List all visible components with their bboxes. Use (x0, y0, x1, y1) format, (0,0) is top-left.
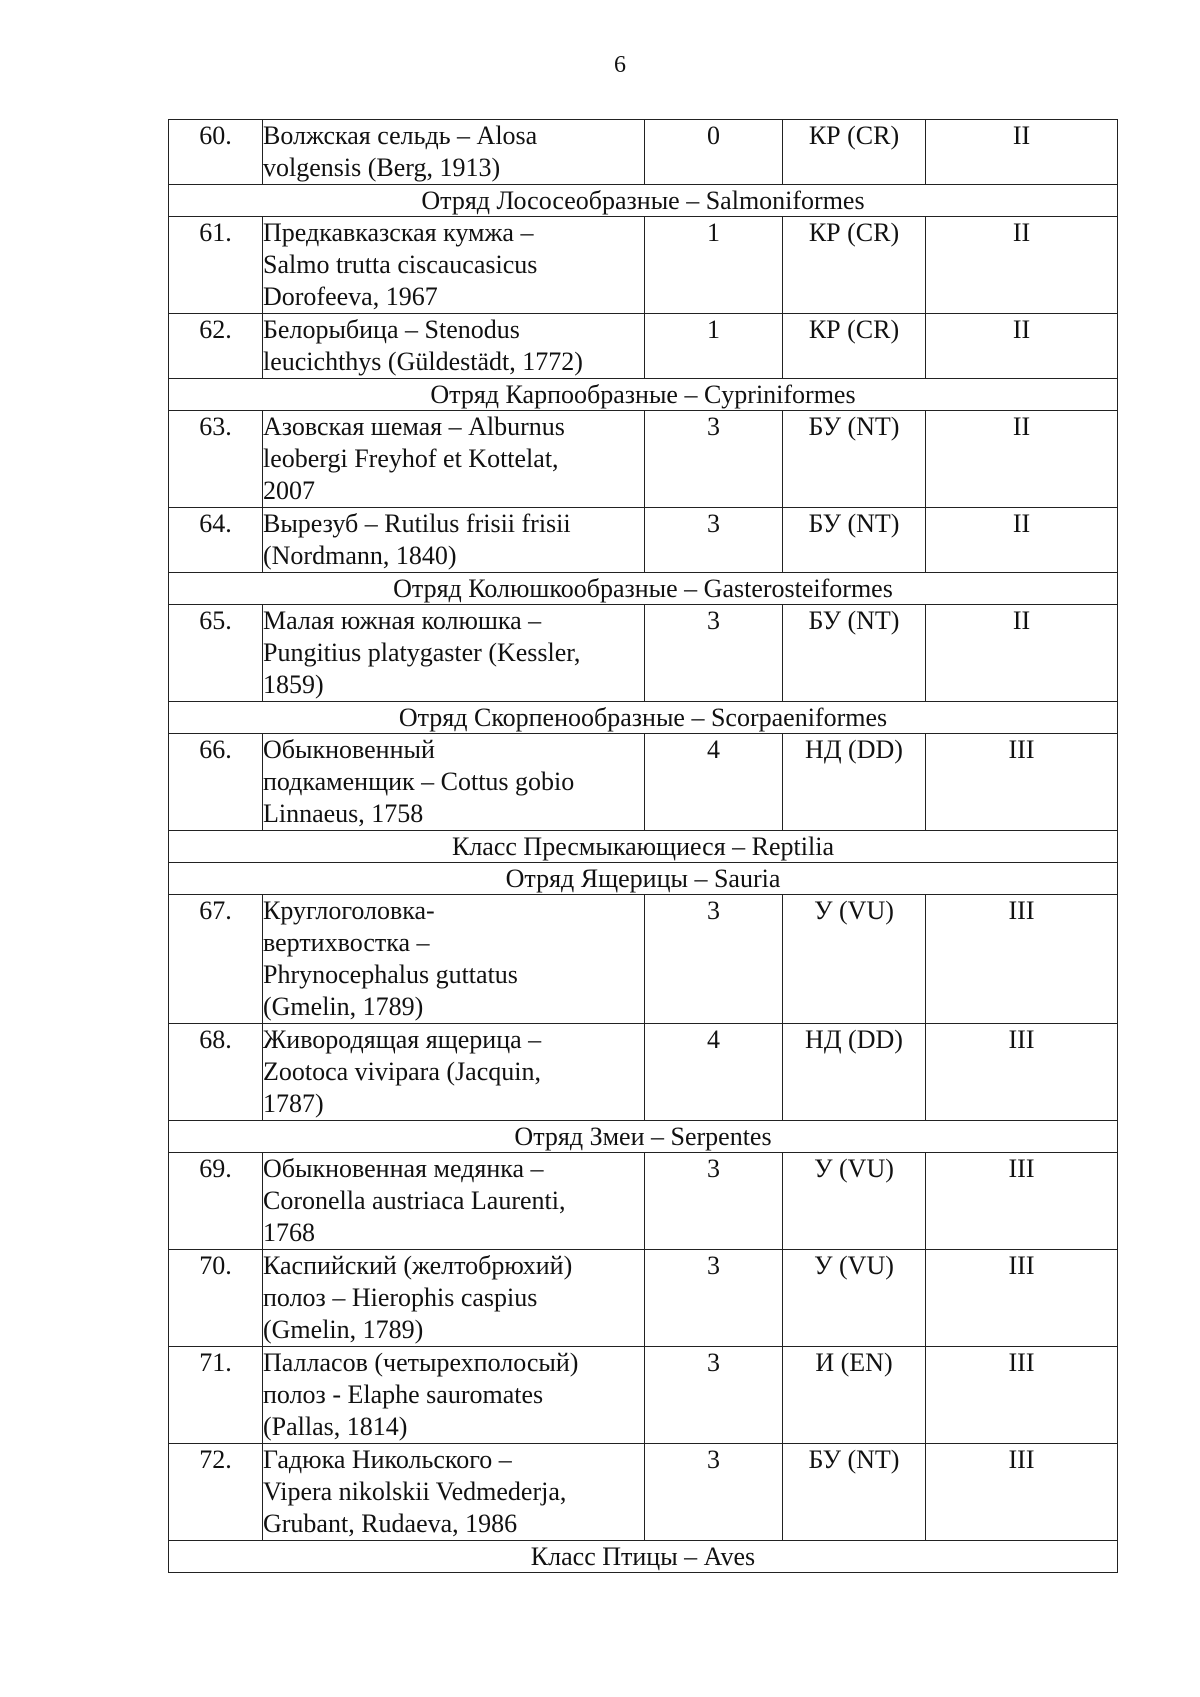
rarity-category: 3 (645, 605, 783, 702)
iucn-status: У (VU) (783, 1250, 926, 1347)
species-name-line: Vipera nikolskii Vedmederja, (263, 1477, 567, 1506)
row-number: 64. (169, 508, 263, 573)
iucn-status: У (VU) (783, 1153, 926, 1250)
iucn-status: У (VU) (783, 895, 926, 1024)
section-title: Отряд Карпообразные – Cypriniformes (169, 379, 1118, 411)
rarity-category: 3 (645, 1153, 783, 1250)
protection-priority: II (926, 508, 1118, 573)
species-name-line: 1787) (263, 1089, 324, 1118)
rarity-category: 4 (645, 1024, 783, 1121)
section-header-row (169, 702, 1118, 734)
species-name-line: Phrynocephalus guttatus (263, 960, 518, 989)
rarity-category: 0 (645, 120, 783, 185)
rarity-category: 3 (645, 1347, 783, 1444)
species-name-line: Волжская сельдь – Alosa (263, 121, 538, 150)
section-header-row (169, 379, 1118, 411)
protection-priority: II (926, 411, 1118, 508)
species-name-line: полоз – Hierophis caspius (263, 1283, 538, 1312)
species-name-line: Малая южная колюшка – (263, 606, 542, 635)
table-row (169, 314, 1118, 379)
species-name-line: вертихвостка – (263, 928, 430, 957)
iucn-status: НД (DD) (783, 1024, 926, 1121)
protection-priority: III (926, 1024, 1118, 1121)
section-header-row (169, 185, 1118, 217)
section-header-row (169, 1541, 1118, 1573)
table-row (169, 1024, 1118, 1121)
species-name (263, 120, 645, 185)
table-row (169, 120, 1118, 185)
rarity-category: 3 (645, 508, 783, 573)
species-name (263, 1347, 645, 1444)
species-name-line: Grubant, Rudaeva, 1986 (263, 1509, 518, 1538)
species-name-line: Zootoca vivipara (Jacquin, (263, 1057, 541, 1086)
species-name-line: Linnaeus, 1758 (263, 799, 424, 828)
species-table (168, 119, 1118, 1573)
species-name-line: leucichthys (Güldestädt, 1772) (263, 347, 583, 376)
species-name (263, 1250, 645, 1347)
row-number: 70. (169, 1250, 263, 1347)
protection-priority: III (926, 1347, 1118, 1444)
iucn-status: КР (CR) (783, 120, 926, 185)
species-name (263, 1153, 645, 1250)
section-header-row (169, 831, 1118, 863)
species-name (263, 895, 645, 1024)
row-number: 71. (169, 1347, 263, 1444)
species-name-line: Палласов (четырехполосый) (263, 1348, 579, 1377)
species-name-line: Pungitius platygaster (Kessler, (263, 638, 581, 667)
row-number: 65. (169, 605, 263, 702)
species-name (263, 314, 645, 379)
table-row (169, 1250, 1118, 1347)
species-name-line: 1768 (263, 1218, 315, 1247)
section-title: Отряд Колюшкообразные – Gasterosteiformes (169, 573, 1118, 605)
protection-priority: III (926, 1444, 1118, 1541)
page-number: 6 (614, 52, 626, 78)
row-number: 61. (169, 217, 263, 314)
species-name-line: (Pallas, 1814) (263, 1412, 408, 1441)
rarity-category: 3 (645, 895, 783, 1024)
species-name-line: подкаменщик – Cottus gobio (263, 767, 575, 796)
protection-priority: II (926, 314, 1118, 379)
table-row (169, 1444, 1118, 1541)
table-row (169, 895, 1118, 1024)
species-name (263, 411, 645, 508)
section-header-row (169, 863, 1118, 895)
species-name-line: (Gmelin, 1789) (263, 1315, 424, 1344)
species-name-line: Предкавказская кумжа – (263, 218, 534, 247)
species-name (263, 1444, 645, 1541)
row-number: 72. (169, 1444, 263, 1541)
section-header-row (169, 573, 1118, 605)
protection-priority: III (926, 1153, 1118, 1250)
table-row (169, 1347, 1118, 1444)
rarity-category: 1 (645, 314, 783, 379)
iucn-status: БУ (NT) (783, 411, 926, 508)
species-name-line: Dorofeeva, 1967 (263, 282, 438, 311)
iucn-status: КР (CR) (783, 314, 926, 379)
species-name-line: Круглоголовка- (263, 896, 435, 925)
iucn-status: И (EN) (783, 1347, 926, 1444)
rarity-category: 3 (645, 1250, 783, 1347)
protection-priority: III (926, 1250, 1118, 1347)
species-name-line: полоз - Elaphe sauromates (263, 1380, 544, 1409)
table-row (169, 217, 1118, 314)
table-row (169, 605, 1118, 702)
table-row (169, 734, 1118, 831)
iucn-status: БУ (NT) (783, 508, 926, 573)
row-number: 60. (169, 120, 263, 185)
species-name (263, 508, 645, 573)
species-name (263, 217, 645, 314)
species-name (263, 734, 645, 831)
row-number: 68. (169, 1024, 263, 1121)
species-name-line: 1859) (263, 670, 324, 699)
rarity-category: 3 (645, 1444, 783, 1541)
species-name-line: volgensis (Berg, 1913) (263, 153, 501, 182)
species-name-line: Coronella austriaca Laurenti, (263, 1186, 566, 1215)
species-name-line: Азовская шемая – Alburnus (263, 412, 565, 441)
species-name (263, 605, 645, 702)
section-title: Класс Птицы – Aves (169, 1541, 1118, 1573)
row-number: 63. (169, 411, 263, 508)
protection-priority: II (926, 217, 1118, 314)
species-name-line: Живородящая ящерица – (263, 1025, 542, 1054)
species-name-line: Salmo trutta ciscaucasicus (263, 250, 538, 279)
protection-priority: II (926, 120, 1118, 185)
protection-priority: III (926, 895, 1118, 1024)
species-name (263, 1024, 645, 1121)
rarity-category: 3 (645, 411, 783, 508)
row-number: 62. (169, 314, 263, 379)
species-name-line: Вырезуб – Rutilus frisii frisii (263, 509, 571, 538)
table-row (169, 1153, 1118, 1250)
rarity-category: 1 (645, 217, 783, 314)
species-name-line: Гадюка Никольского – (263, 1445, 512, 1474)
species-name-line: leobergi Freyhof et Kottelat, (263, 444, 559, 473)
table-row (169, 411, 1118, 508)
species-name-line: Белорыбица – Stenodus (263, 315, 520, 344)
rarity-category: 4 (645, 734, 783, 831)
protection-priority: II (926, 605, 1118, 702)
species-name-line: Обыкновенная медянка – (263, 1154, 544, 1183)
iucn-status: КР (CR) (783, 217, 926, 314)
section-title: Отряд Змеи – Serpentes (169, 1121, 1118, 1153)
table-row (169, 508, 1118, 573)
iucn-status: НД (DD) (783, 734, 926, 831)
section-title: Отряд Ящерицы – Sauria (169, 863, 1118, 895)
section-title: Отряд Лососеобразные – Salmoniformes (169, 185, 1118, 217)
row-number: 66. (169, 734, 263, 831)
section-title: Отряд Скорпенообразные – Scorpaeniformes (169, 702, 1118, 734)
species-name-line: Каспийский (желтобрюхий) (263, 1251, 573, 1280)
section-header-row (169, 1121, 1118, 1153)
row-number: 67. (169, 895, 263, 1024)
iucn-status: БУ (NT) (783, 605, 926, 702)
species-name-line: (Gmelin, 1789) (263, 992, 424, 1021)
species-name-line: 2007 (263, 476, 315, 505)
section-title: Класс Пресмыкающиеся – Reptilia (169, 831, 1118, 863)
row-number: 69. (169, 1153, 263, 1250)
protection-priority: III (926, 734, 1118, 831)
species-name-line: Обыкновенный (263, 735, 435, 764)
iucn-status: БУ (NT) (783, 1444, 926, 1541)
species-table-body (169, 120, 1118, 1573)
species-name-line: (Nordmann, 1840) (263, 541, 457, 570)
